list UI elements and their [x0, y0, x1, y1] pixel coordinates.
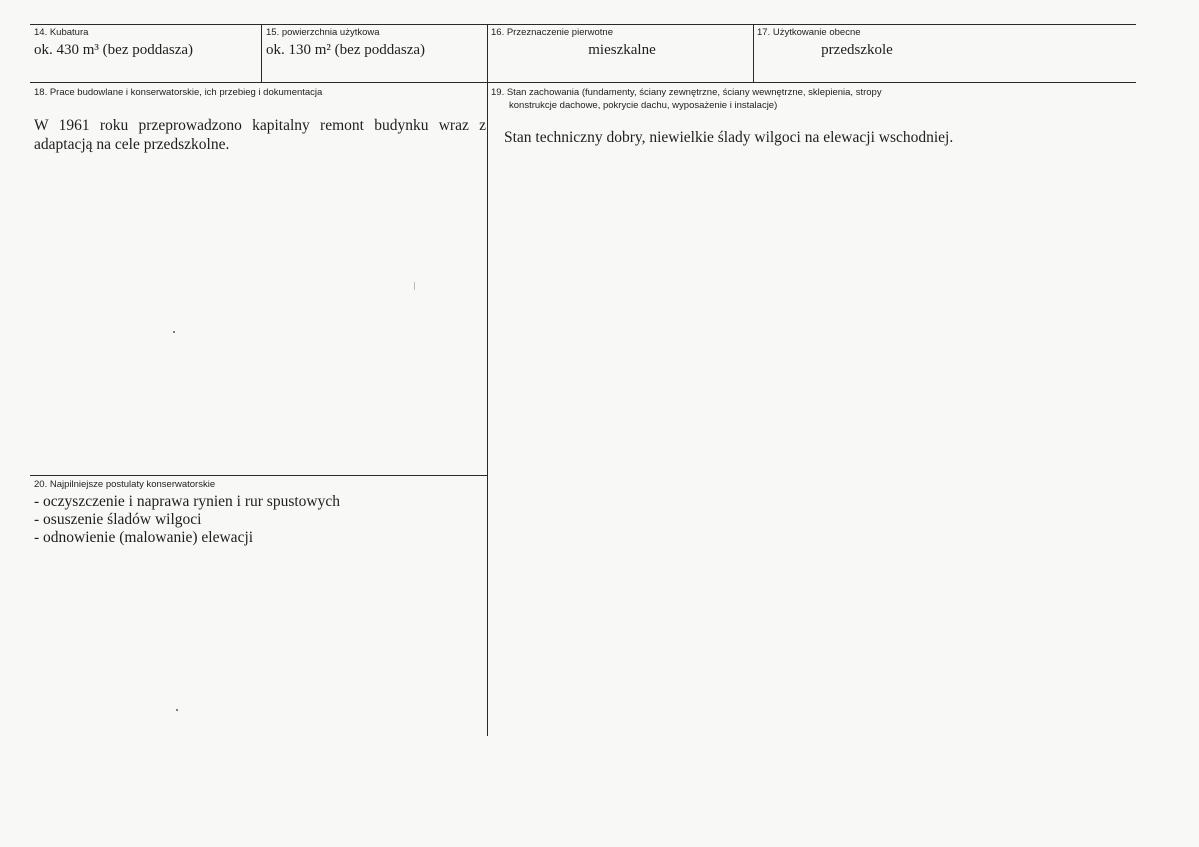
- divider-14-15: [261, 24, 262, 82]
- przeznaczenie-value: mieszkalne: [588, 42, 656, 58]
- divider-16-17: [753, 24, 754, 82]
- divider-15-16: [487, 24, 488, 736]
- postulaty-list: [34, 493, 340, 547]
- powierzchnia-label: 15. powierzchnia użytkowa: [266, 27, 380, 38]
- scan-speck: [176, 709, 178, 711]
- stan-label-line2: konstrukcje dachowe, pokrycie dachu, wyposażenie i instalacje): [509, 100, 778, 111]
- kubatura-value: ok. 430 m³ (bez poddasza): [34, 42, 194, 58]
- uzytkowanie-label: 17. Użytkowanie obecne: [757, 27, 861, 38]
- row1-bottom-line: [30, 82, 1136, 83]
- postulaty-item: - odnowienie (malowanie) elewacji: [34, 529, 254, 546]
- top-border-line: [30, 24, 1136, 25]
- prace-value: W 1961 roku przeprowadzono kapitalny remont budynku wraz z adaptacją na cele przedszkolne.: [34, 117, 486, 153]
- kubatura-label: 14. Kubatura: [34, 27, 89, 38]
- postulaty-label: 20. Najpilniejsze postulaty konserwatorskie: [34, 479, 216, 490]
- powierzchnia-value: ok. 130 m² (bez poddasza): [266, 42, 426, 58]
- przeznaczenie-label: 16. Przeznaczenie pierwotne: [491, 27, 613, 38]
- stan-value: Stan techniczny dobry, niewielkie ślady wilgoci na elewacji wschodniej.: [504, 129, 954, 146]
- scan-speck: [173, 331, 175, 333]
- scan-speck: [414, 282, 415, 290]
- stan-label-line1: 19. Stan zachowania (fundamenty, ściany zewnętrzne, ściany wewnętrzne, sklepienia, stropy: [491, 87, 882, 98]
- postulaty-item: - osuszenie śladów wilgoci: [34, 511, 202, 528]
- uzytkowanie-value: przedszkole: [821, 42, 893, 58]
- postulaty-item: - oczyszczenie i naprawa rynien i rur spustowych: [34, 493, 341, 510]
- section18-bottom-line: [30, 475, 488, 476]
- prace-label: 18. Prace budowlane i konserwatorskie, ich przebieg i dokumentacja: [34, 87, 323, 98]
